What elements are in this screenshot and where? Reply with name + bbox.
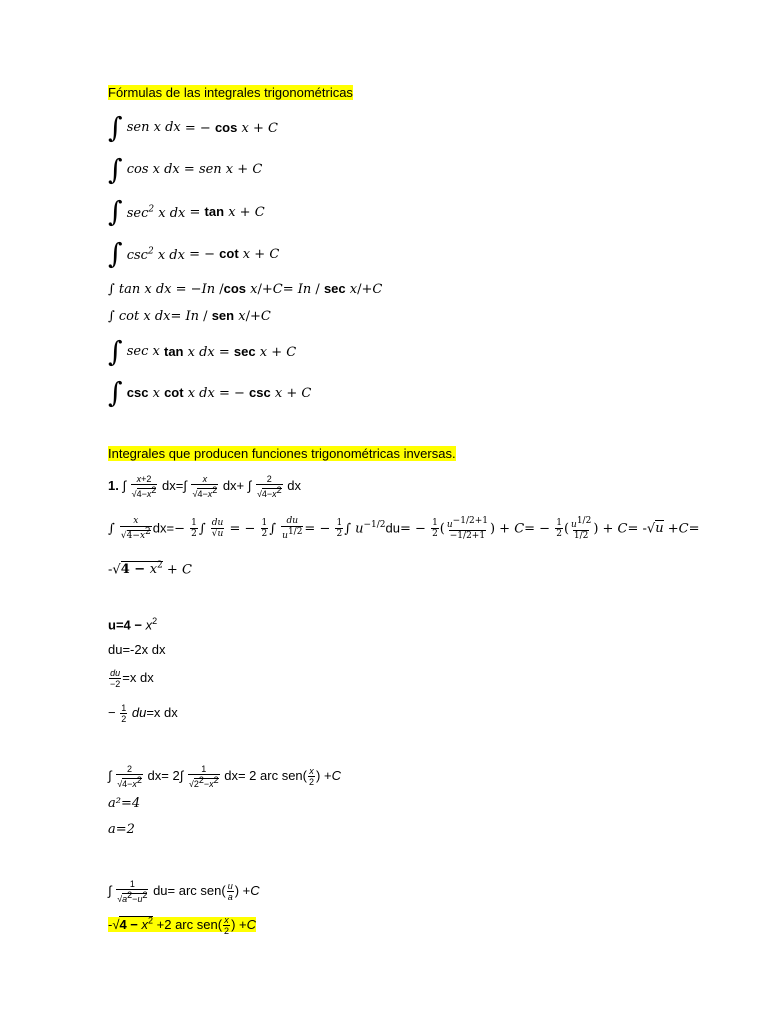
section-title-inverse-trig: Integrales que producen funciones trigonométricas inversas. (108, 446, 456, 461)
a-value: a=2 (108, 822, 135, 837)
step-2-arcsin: ∫ $\frac{2}{√4-x^2}$ dx= 2∫ $\frac{1}{√2^2-x^2}$ dx= 2 arc sen( $\frac{x}{2}$ ) +C (108, 764, 341, 789)
formula-sec2: ∫ $\sec^2 x$ dx = tan x + C (108, 195, 265, 228)
step-1-result: $-√4 - x^2 + C$ (108, 561, 192, 578)
step-1-integration: ∫ $\frac{x}{√4-x^2}$ dx=− $\frac{1}{2}$ ∫ $\frac{du}{√u}$ = − $\frac{1}{2}$ ∫ $\frac{du}{u^{1/2}}$ = − $\frac{1}{2}$ ∫ $u^{-1/2}du=$ − $\frac{1}{2}$ ( $\frac{u^{-1/2+1}}{-1/2+1}$ ) + C= − $\frac{1}{2}$ ( $\frac{u^{1/2}}{1/2}$ ) + C= -√u +C= (108, 516, 700, 542)
final-answer: $-√4 - x^2 +2$ arc sen( $\frac{x}{2}$ ) +C (108, 915, 256, 937)
formula-csc2: ∫ $\csc^2 x$ dx = − cot x + C (108, 237, 280, 270)
problem-1: 1. ∫ $\frac{x+2}{√4-x^2}$ dx=∫ $\frac{x}{√4-x^2}$ dx+ ∫ $\frac{2}{√4-x^2}$ dx (108, 474, 302, 499)
substitution-half-du: − $\frac{1}{2}$ du=x dx (108, 703, 178, 724)
arcsin-rule: ∫ $\frac{1}{√a^2-u^2}$ du= arc sen( $\frac{u}{a}$ ) +C (108, 879, 260, 904)
formula-cscxcotx: ∫ csc x cot x dx = − csc x + C (108, 376, 312, 409)
substitution-u: $u=4 - x^2$ (108, 616, 158, 633)
formula-cos: ∫ cos x dx = sen x + C (108, 153, 263, 186)
formula-secxtanx: ∫ sec x tan x dx = sec x + C (108, 335, 297, 368)
formula-cot: ∫ cot x dx= In / sen x/+C (108, 308, 271, 324)
substitution-du-over-neg2: $\frac{du}{-2}$ =x dx (110, 668, 154, 689)
formula-tan: ∫ tan x dx = −In /cos x/+C= In / sec x/+C (108, 281, 383, 297)
substitution-du: du=-2x dx (108, 642, 166, 657)
formula-sen: ∫ sen x dx = − cos x + C (108, 111, 278, 144)
a-squared: a²=4 (108, 796, 141, 811)
section-title-trig-formulas: Fórmulas de las integrales trigonométricas (108, 85, 353, 100)
